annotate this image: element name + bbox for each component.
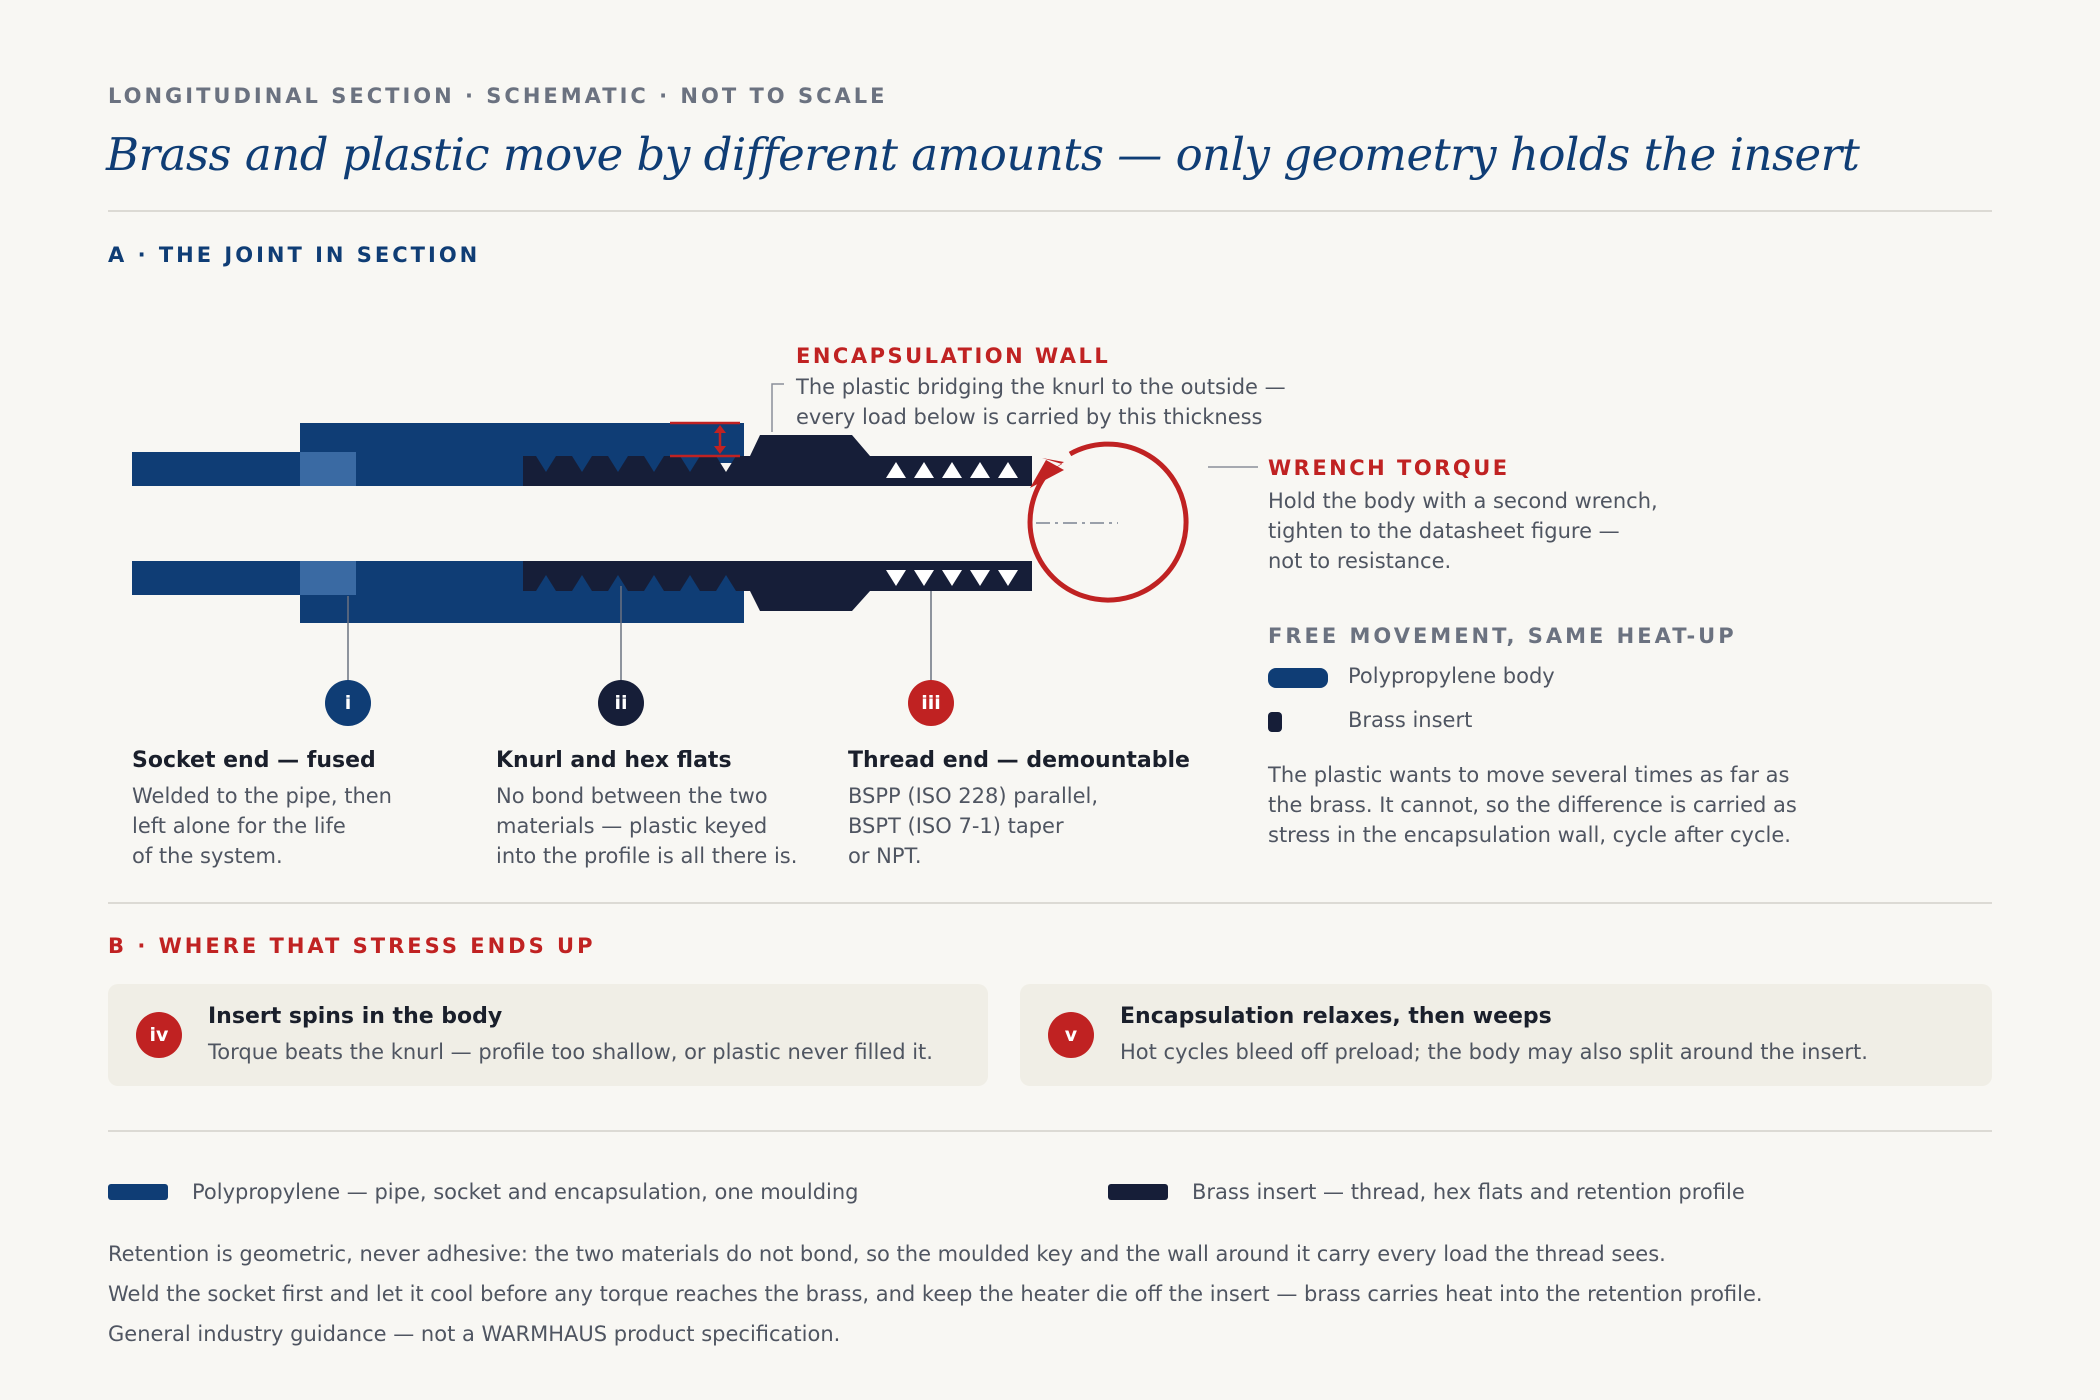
- marker-ii: ii: [598, 680, 644, 726]
- note-weld: Weld the socket first and let it cool before any torque reaches the brass, and keep the heater die off the insert — brass carries heat into the retention profile.: [108, 1282, 1763, 1306]
- column-text: Welded to the pipe, then left alone for the life of the system.: [132, 784, 392, 868]
- card-title: Encapsulation relaxes, then weeps: [1120, 1004, 1552, 1029]
- encapsulation-title: ENCAPSULATION WALL: [796, 344, 1111, 368]
- key-label-brass: Brass insert — thread, hex flats and retention profile: [1192, 1180, 1745, 1204]
- note-retention: Retention is geometric, never adhesive: the two materials do not bond, so the moulded key and the wall around it carry every load the thread sees.: [108, 1242, 1666, 1266]
- encap-leader: [772, 384, 784, 432]
- page-title: Brass and plastic move by different amounts — only geometry holds the insert: [106, 128, 1860, 181]
- column-title: Socket end — fused: [132, 748, 376, 773]
- column-text: BSPP (ISO 228) parallel, BSPT (ISO 7-1) taper or NPT.: [848, 784, 1099, 868]
- movement-text: The plastic wants to move several times as far as the brass. It cannot, so the difference is carried as stress in the encapsulation wall, cycle after cycle.: [1268, 763, 1797, 847]
- column-title: Thread end — demountable: [848, 748, 1190, 773]
- note-disclaimer: General industry guidance — not a WARMHAUS product specification.: [108, 1322, 841, 1346]
- section-divider: [108, 902, 1992, 904]
- torque-title: WRENCH TORQUE: [1268, 456, 1510, 480]
- key-label-polypropylene: Polypropylene — pipe, socket and encapsulation, one moulding: [192, 1180, 859, 1204]
- key-swatch-brass: [1108, 1184, 1168, 1200]
- movement-swatch-brass: [1268, 712, 1282, 732]
- movement-label-polypropylene: Polypropylene body: [1348, 664, 1555, 688]
- torque-text: Hold the body with a second wrench, tighten to the datasheet figure — not to resistance.: [1268, 489, 1658, 573]
- card-text: Hot cycles bleed off preload; the body may also split around the insert.: [1120, 1040, 1868, 1064]
- eyebrow-label: LONGITUDINAL SECTION · SCHEMATIC · NOT TO SCALE: [108, 84, 888, 108]
- movement-swatch-polypropylene: [1268, 668, 1328, 688]
- card-title: Insert spins in the body: [208, 1004, 503, 1029]
- movement-label-brass: Brass insert: [1348, 708, 1473, 732]
- section-a-label: A · THE JOINT IN SECTION: [108, 243, 481, 267]
- key-swatch-polypropylene: [108, 1184, 168, 1200]
- section-b-label: B · WHERE THAT STRESS ENDS UP: [108, 934, 596, 958]
- marker-iii: iii: [908, 680, 954, 726]
- column-text: No bond between the two materials — plastic keyed into the profile is all there is.: [496, 784, 798, 868]
- pipe-wall-bottom: [132, 561, 302, 595]
- marker-iv: iv: [136, 1012, 182, 1058]
- movement-title: FREE MOVEMENT, SAME HEAT-UP: [1268, 624, 1737, 648]
- column-knurl: [496, 748, 797, 871]
- column-title: Knurl and hex flats: [496, 748, 732, 773]
- column-socket-end: [132, 748, 392, 871]
- failure-card-spin: [108, 984, 988, 1086]
- marker-i: i: [325, 680, 371, 726]
- failure-card-relax: [1020, 984, 1992, 1086]
- fused-zone-bottom: [300, 561, 356, 595]
- pipe-wall-top: [132, 452, 302, 486]
- card-text: Torque beats the knurl — profile too shallow, or plastic never filled it.: [208, 1040, 933, 1064]
- column-thread-end: [848, 748, 1190, 871]
- encapsulation-text: The plastic bridging the knurl to the outside — every load below is carried by this thickness: [796, 375, 1286, 429]
- marker-v: v: [1048, 1012, 1094, 1058]
- fused-zone-top: [300, 452, 356, 486]
- key-divider: [108, 1130, 1992, 1132]
